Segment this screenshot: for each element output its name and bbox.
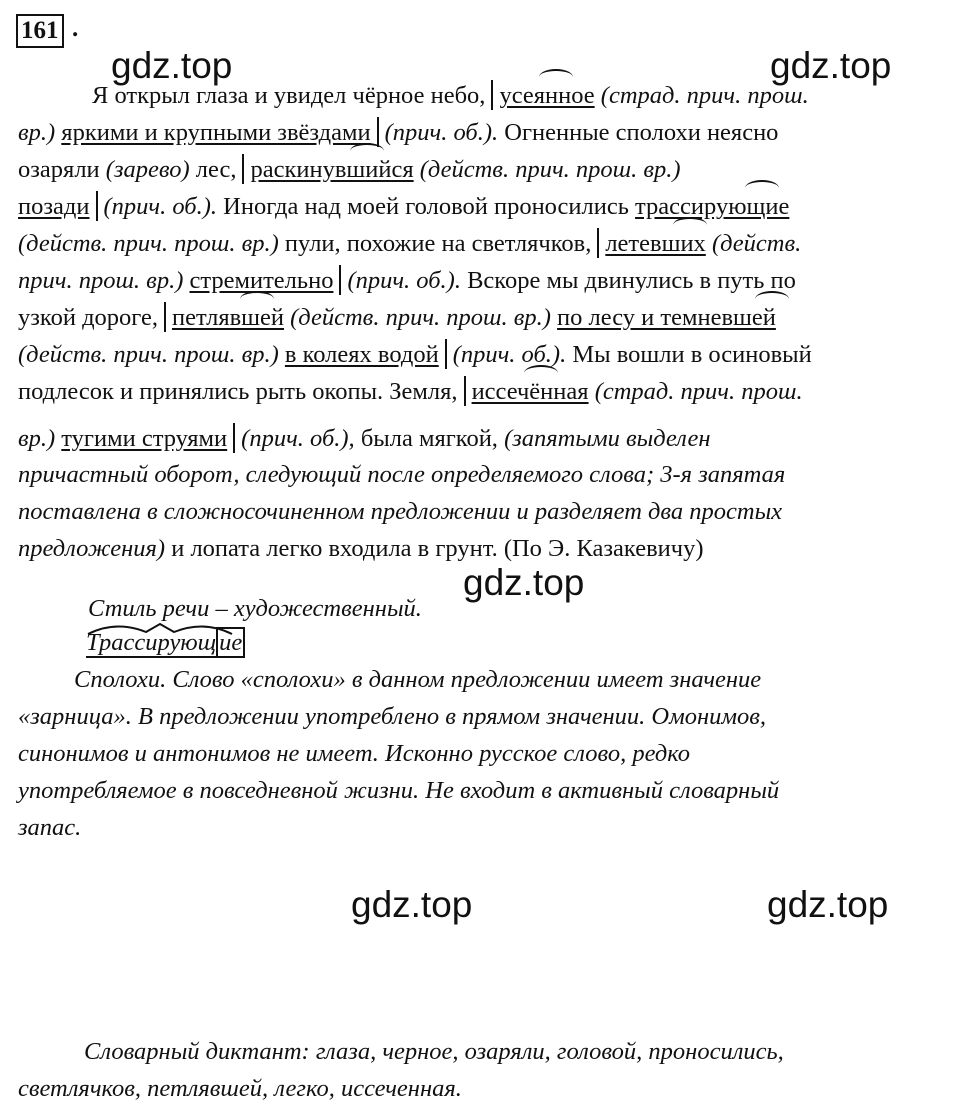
text-line: позади (прич. об.). Иногда над моей головой проносились трассирующие	[18, 193, 790, 220]
text-line	[18, 497, 782, 527]
boundary-mark	[464, 376, 466, 406]
text-line: (действ. прич. прош. вр.) пули, похожие на светлячков, летевших (действ.	[18, 230, 802, 257]
annotation: прич. прош. вр.)	[18, 267, 184, 294]
text-line: вр.) яркими и крупными звёздами (прич. об.). Огненные сполохи неясно	[18, 119, 779, 146]
annotation: вр.)	[18, 119, 56, 146]
participle: усеянное	[499, 82, 595, 109]
annotation: (страд. прич. прош.	[594, 378, 803, 405]
lexical-line: Сполохи. Слово «сполохи» в данном предложении имеет значение	[74, 666, 762, 693]
annotation: вр.)	[18, 425, 56, 452]
participle: петлявшей	[172, 304, 285, 331]
boundary-mark	[377, 117, 379, 147]
dictation-line: Словарный диктант: глаза, черное, озаряли, головой, проносились,	[84, 1038, 784, 1065]
lexical-line: «зарница». В предложении употреблено в прямом значении. Омонимов,	[18, 703, 767, 730]
annotation: (прич. об.).	[384, 119, 499, 146]
dependent-words: стремительно	[189, 267, 334, 294]
annotation: поставлена в сложносочиненном предложении и разделяет два простых	[18, 498, 783, 525]
boundary-mark	[96, 191, 98, 221]
watermark: gdz.top	[767, 884, 889, 925]
annotation: (действ. прич. прош. вр.)	[18, 230, 279, 257]
annotation: (прич. об.).	[347, 267, 461, 294]
boundary-mark	[242, 154, 244, 184]
text-line: предложения) и лопата легко входила в грунт. (По Э. Казакевичу)	[18, 535, 704, 562]
root-arc-icon	[86, 622, 236, 636]
annotation: предложения)	[18, 535, 166, 562]
annotation: (запятыми выделен	[504, 425, 711, 452]
annotation: (прич. об.),	[241, 425, 355, 452]
annotation: (действ. прич. прош. вр.)	[18, 341, 279, 368]
boundary-mark	[164, 302, 166, 332]
text-line: Я открыл глаза и увидел чёрное небо, усеянное (страд. прич. прош.	[92, 82, 809, 109]
morphemic-parse	[86, 628, 245, 658]
watermark: gdz.top	[111, 45, 233, 86]
word-ending: ие	[216, 627, 245, 658]
exercise-number-dot: .	[72, 15, 79, 42]
watermark: gdz.top	[770, 45, 892, 86]
annotation: (действ. прич. прош. вр.)	[419, 156, 681, 183]
dependent-words: по лесу и темневшей	[557, 304, 776, 331]
lexical-line: запас.	[18, 814, 82, 841]
word-stem: Трассирующ	[86, 628, 216, 658]
participle: летевших	[605, 230, 706, 257]
annotation: (страд. прич. прош.	[600, 82, 809, 109]
annotation: причастный оборот, следующий после определяемого слова; 3-я запятая	[18, 461, 786, 488]
boundary-mark	[339, 265, 341, 295]
text-line: подлесок и принялись рыть окопы. Земля, иссечённая (страд. прич. прош.	[18, 378, 803, 405]
text-line: озаряли (зарево) лес, раскинувшийся (действ. прич. прош. вр.)	[18, 156, 681, 183]
watermark: gdz.top	[351, 884, 473, 925]
boundary-mark	[445, 339, 447, 369]
dependent-words: позади	[18, 193, 90, 220]
participle: раскинувшийся	[250, 156, 414, 183]
lexical-line: синонимов и антонимов не имеет. Исконно русское слово, редко	[18, 740, 691, 767]
annotation: (действ.	[711, 230, 802, 257]
dictation-line: светлячков, петлявшей, легко, иссеченная.	[18, 1075, 462, 1102]
text-line: узкой дороге, петлявшей (действ. прич. прош. вр.) по лесу и темневшей	[18, 304, 776, 331]
text-line: вр.) тугими струями (прич. об.), была мягкой, (запятыми выделен	[18, 425, 711, 452]
watermark: gdz.top	[463, 562, 585, 603]
annotation: (действ. прич. прош. вр.)	[290, 304, 551, 331]
lexical-line: употребляемое в повседневной жизни. Не входит в активный словарный	[18, 777, 780, 804]
boundary-mark	[491, 80, 493, 110]
boundary-mark	[597, 228, 599, 258]
text-line	[18, 460, 785, 490]
participle: иссечённая	[471, 378, 589, 405]
speech-style: Стиль речи – художественный.	[88, 595, 422, 622]
annotation: (прич. об.).	[103, 193, 218, 220]
annotation: (зарево)	[105, 156, 190, 183]
exercise-number: 161	[16, 14, 64, 48]
dependent-words: яркими и крупными звёздами	[61, 119, 371, 146]
dependent-words: в колеях водой	[284, 341, 439, 368]
text-line: прич. прош. вр.) стремительно (прич. об.). Вскоре мы двинулись в путь по	[18, 267, 796, 294]
participle: трассирующие	[635, 193, 790, 220]
boundary-mark	[233, 423, 235, 453]
text-line: (действ. прич. прош. вр.) в колеях водой (прич. об.). Мы вошли в осиновый	[18, 341, 812, 368]
annotation: (прич. об.).	[452, 341, 567, 368]
dependent-words: тугими струями	[61, 425, 228, 452]
